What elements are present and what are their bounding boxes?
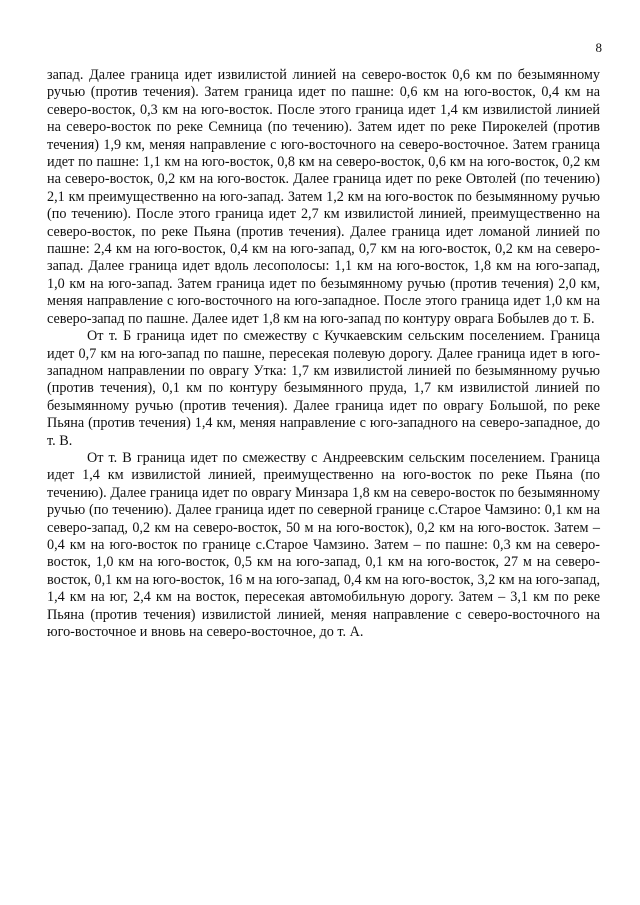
paragraph-boundary-from-point-b: От т. Б граница идет по смежеству с Кучкаевским сельским поселением. Граница идет 0,7 км на юго-запад по пашне, пересекая полевую дорогу. Далее граница идет в юго-западном направлении по оврагу Утка: 1,7 км извилистой линией по безымянному ручью (против течения), 0,1 км по контуру безымянного пруда, 1,7 км извилистой линией по безымянному ручью (против течения). Далее граница идет по оврагу Большой, по реке Пьяна (против течения) 1,4 км, меняя направление с юго-западного на северо-западное, до т. В.: [47, 328, 600, 449]
page-number: 8: [595, 40, 602, 55]
paragraph-boundary-continuation: запад. Далее граница идет извилистой линией на северо-восток 0,6 км по безымянному ручью (против течения). Затем граница идет по пашне: 0,6 км на юго-восток, 0,4 км на северо-восток, 0,3 км на юго-восток. После этого граница идет 1,4 км извилистой линией на северо-восток по реке Семница (по течению). Затем идет по реке Пирокелей (против течения) 1,9 км, меняя направление с юго-восточного на северо-восточное. Затем граница идет по пашне: 1,1 км на юго-восток, 0,8 км на северо-восток, 0,6 км на юго-восток, 0,2 км на северо-восток, 0,2 км на юго-восток. Далее граница идет по реке Овтолей (по течению) 2,1 км преимущественно на юго-запад. Затем 1,2 км на юго-восток по безымянному ручью (по течению). После этого граница идет 2,7 км извилистой линией, преимущественно на северо-восток, по реке Пьяна (против течения). Далее граница идет ломаной линией по пашне: 2,4 км на юго-восток, 0,4 км на юго-запад, 0,7 км на юго-восток, 0,2 км на северо-запад. Далее граница идет вдоль лесополосы: 1,1 км на юго-восток, 1,8 км на юго-запад, 1,0 км на юго-запад. Затем граница идет по безымянному ручью (против течения) 2,0 км, меняя направление с юго-восточного на юго-западное. После этого граница идет 1,0 км на северо-запад по пашне. Далее идет 1,8 км на юго-запад по контуру оврага Бобылев до т. Б.: [47, 67, 600, 327]
document-body: [47, 67, 600, 641]
paragraph-boundary-from-point-v: От т. В граница идет по смежеству с Андреевским сельским поселением. Граница идет 1,4 км извилистой линией, преимущественно на юго-восток по реке Пьяна (по течению). Далее граница идет по оврагу Минзара 1,8 км на северо-восток по безымянному ручью (по течению). Далее граница идет по северной границе с.Старое Чамзино: 0,1 км на северо-запад, 0,2 км на северо-восток, 50 м на юго-восток), 0,2 км на юго-восток. Затем – 0,4 км на юго-восток по границе с.Старое Чамзино. Затем – по пашне: 0,3 км на северо-восток, 1,0 км на юго-восток, 0,5 км на юго-запад, 0,1 км на юго-восток, 27 м на северо-восток, 0,1 км на юго-восток, 16 м на юго-запад, 0,4 км на юго-восток, 3,2 км на юго-запад, 1,4 км на юг, 2,4 км на восток, пересекая автомобильную дорогу. Затем – 3,1 км по реке Пьяна (против течения) извилистой линией, меняя направление с северо-восточного на юго-восточное и вновь на северо-восточное, до т. А.: [47, 449, 600, 640]
